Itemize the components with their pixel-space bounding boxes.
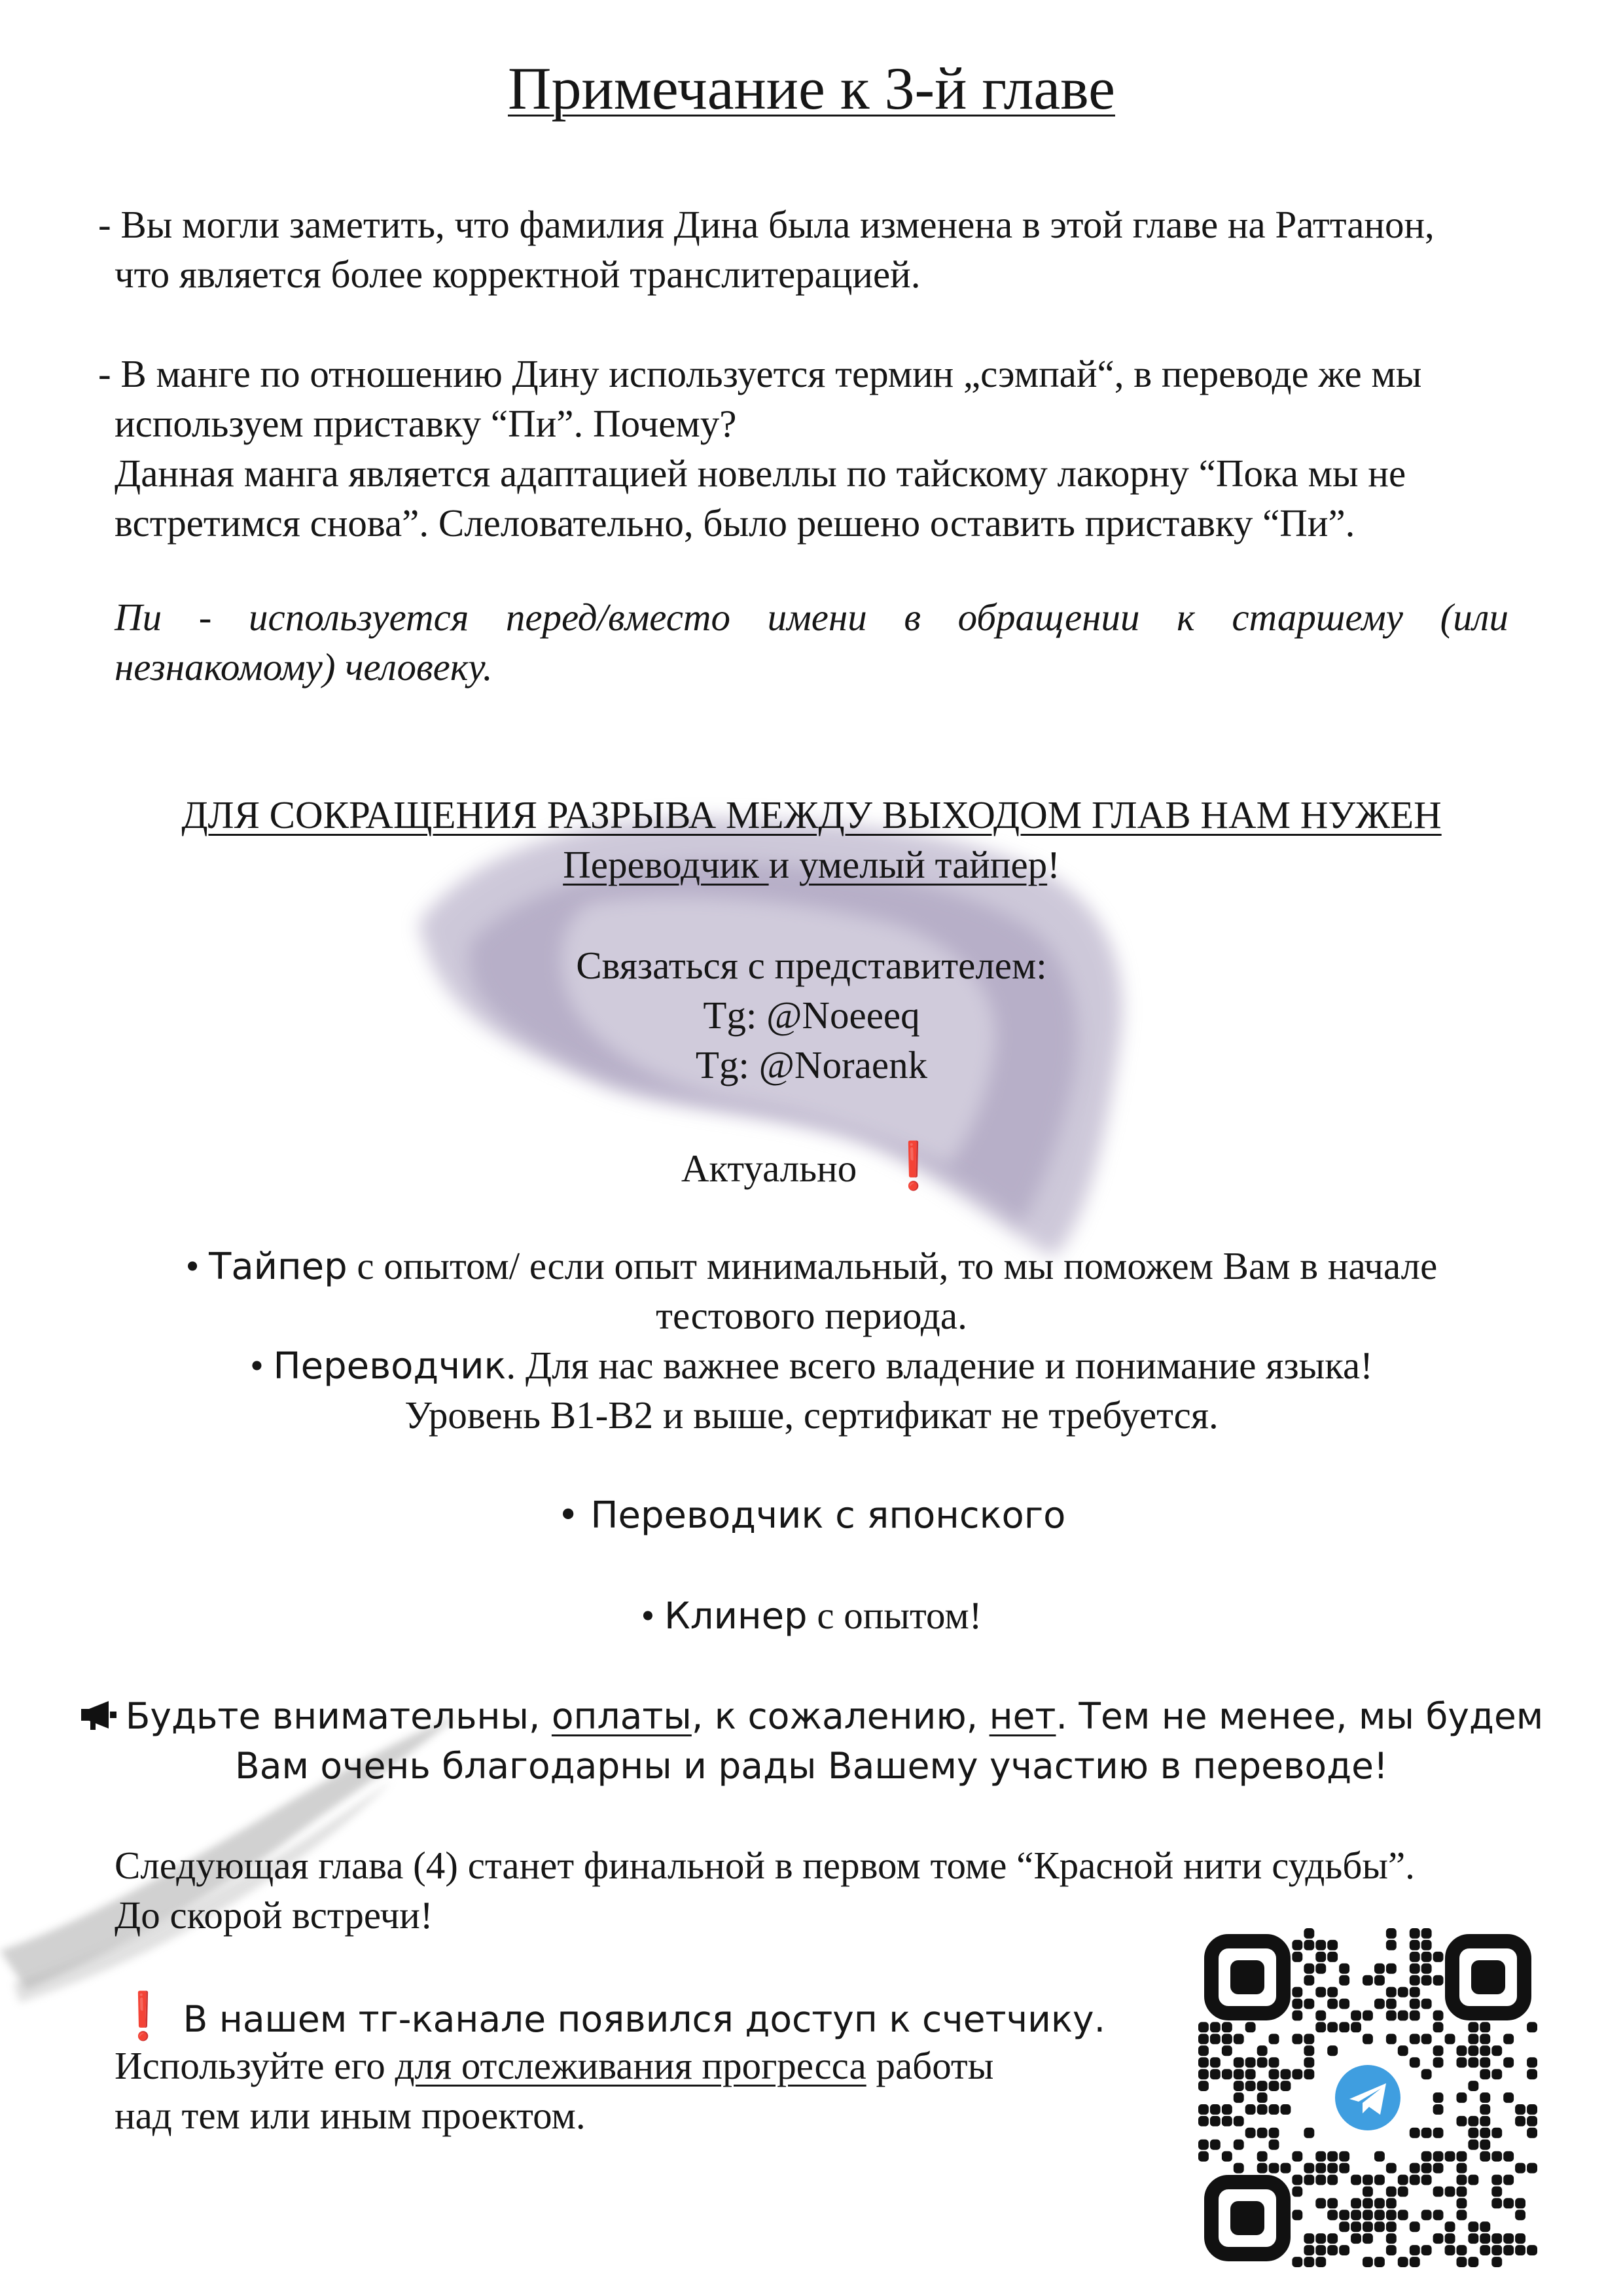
definition-line1 bbox=[115, 592, 1508, 642]
definition-word: обращении bbox=[957, 596, 1140, 639]
definition-word: старшему bbox=[1232, 596, 1403, 639]
counter-line2 bbox=[115, 2041, 993, 2090]
definition-word: - bbox=[198, 596, 212, 639]
vacancy-japanese: • Переводчик с японского bbox=[557, 1494, 1066, 1537]
notice-payment: оплаты bbox=[551, 1695, 692, 1737]
note2-line2: используем приставку “Пи”. Почему? bbox=[115, 402, 737, 445]
role-typer: умелый тайпер bbox=[798, 843, 1048, 886]
definition-word: Пи bbox=[115, 596, 162, 639]
page-title bbox=[0, 52, 1623, 124]
note1-line2: что является более корректной транслитерацией. bbox=[115, 253, 921, 296]
definition-word: к bbox=[1177, 596, 1195, 639]
telegram-qr-code[interactable] bbox=[1198, 1928, 1538, 2268]
recruit-heading bbox=[0, 790, 1623, 840]
role-translator: Переводчик bbox=[563, 843, 769, 886]
definition-word: (или bbox=[1440, 596, 1508, 639]
definition-line2: незнакомому) человеку. bbox=[115, 645, 493, 689]
bullet: • bbox=[641, 1594, 665, 1637]
vacancy-typer-name: Тайпер bbox=[209, 1246, 348, 1288]
vacancy-cleaner-text: с опытом! bbox=[807, 1594, 982, 1637]
actual-line bbox=[0, 1141, 1623, 1193]
vacancy-translator bbox=[0, 1340, 1623, 1391]
exclamation-icon: ❗ bbox=[115, 1989, 172, 2043]
notice-no: нет bbox=[989, 1695, 1056, 1737]
vacancy-cleaner-name: Клинер bbox=[664, 1595, 808, 1638]
note1-line1: - Вы могли заметить, что фамилия Дина была изменена в этой главе на Раттанон, bbox=[98, 203, 1435, 246]
bullet: • bbox=[250, 1344, 274, 1387]
megaphone-icon bbox=[80, 1698, 119, 1731]
telegram-icon bbox=[1335, 2065, 1400, 2130]
contact-telegram-1: Tg: @Noeeeq bbox=[703, 994, 920, 1037]
definition-word: используется bbox=[249, 596, 469, 639]
notice-part3: . Тем не менее, мы будем bbox=[1056, 1695, 1544, 1737]
next-chapter-line1: Следующая глава (4) станет финальной в первом томе “Красной нити судьбы”. bbox=[115, 1844, 1415, 1887]
bullet: • bbox=[185, 1244, 209, 1287]
note2-line3: Данная манга является адаптацией новеллы по тайскому лакорну “Пока мы не bbox=[115, 452, 1406, 495]
definition-word: в bbox=[904, 596, 921, 639]
definition-word: имени bbox=[767, 596, 867, 639]
vacancy-typer-text-2: тестового периода. bbox=[656, 1294, 967, 1337]
exclamation-icon: ❗ bbox=[884, 1139, 942, 1193]
roles-exclaim: ! bbox=[1047, 843, 1060, 886]
vacancy-cleaner bbox=[0, 1590, 1623, 1641]
counter-line2-b: работы bbox=[866, 2044, 994, 2087]
counter-line1 bbox=[115, 1991, 1105, 2044]
vacancy-typer bbox=[0, 1241, 1623, 1292]
note2-line1: - В манге по отношению Дину используется термин „сэмпай“, в переводе же мы bbox=[98, 352, 1422, 395]
vacancy-typer-text: с опытом/ если опыт минимальный, то мы поможем Вам в начале bbox=[347, 1244, 1438, 1287]
notice-line2: Вам очень благодарны и рады Вашему участию в переводе! bbox=[235, 1745, 1388, 1787]
note2-line4: встретимся снова”. Слеловательно, было решено оставить приставку “Пи”. bbox=[115, 501, 1355, 545]
vacancy-translator-name: Переводчик bbox=[273, 1345, 507, 1388]
actual-label: Актуально bbox=[681, 1147, 857, 1190]
definition-word: перед/вместо bbox=[505, 596, 730, 639]
counter-line3: над тем или иным проектом. bbox=[115, 2094, 586, 2137]
notice-part1: Будьте внимательны, bbox=[125, 1695, 552, 1737]
notice-line1 bbox=[0, 1691, 1623, 1741]
next-chapter-line2: До скорой встречи! bbox=[115, 1893, 433, 1937]
notice-part2: , к сожалению, bbox=[691, 1695, 990, 1737]
counter-progress-link[interactable]: для отслеживания прогресса bbox=[395, 2044, 866, 2087]
recruit-heading-text: ДЛЯ СОКРАЩЕНИЯ РАЗРЫВА МЕЖДУ ВЫХОДОМ ГЛАВ НАМ НУЖЕН bbox=[181, 793, 1442, 836]
role-conj: и bbox=[768, 843, 790, 886]
page-title-text: Примечание к 3-й главе bbox=[508, 55, 1115, 122]
contact-telegram-2: Tg: @Noraenk bbox=[695, 1043, 928, 1086]
contact-label: Связаться с представителем: bbox=[576, 944, 1047, 987]
vacancy-translator-text: . Для нас важнее всего владение и понимание языка! bbox=[506, 1344, 1373, 1387]
counter-line1-text: В нашем тг-канале появился доступ к счетчику. bbox=[171, 1998, 1106, 2040]
counter-line2-a: Используйте его bbox=[115, 2044, 395, 2087]
vacancy-translator-text-2: Уровень B1-B2 и выше, сертификат не требуется. bbox=[404, 1393, 1219, 1437]
recruit-roles bbox=[0, 840, 1623, 889]
